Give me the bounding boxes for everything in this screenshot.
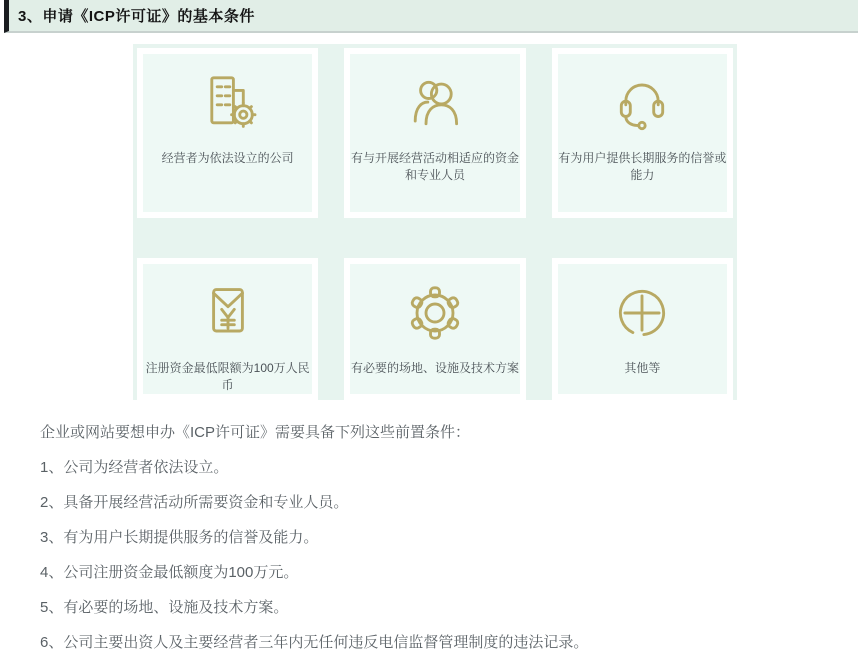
section-header-bar xyxy=(4,0,858,33)
condition-item-6: 6、公司主要出资人及主要经营者三年内无任何违反电信监督管理制度的违法记录。 xyxy=(40,634,589,651)
envelope-yen-icon xyxy=(190,276,266,350)
card-label: 经营者为依法设立的公司 xyxy=(161,151,294,165)
card-others xyxy=(552,258,733,400)
building-gear-icon xyxy=(190,66,266,140)
card-label: 其他等 xyxy=(624,361,661,375)
conditions-text-block xyxy=(0,422,858,654)
condition-item-2: 2、具备开展经营活动所需要资金和专业人员。 xyxy=(40,494,349,511)
conditions-card-grid xyxy=(133,44,737,400)
condition-item-3: 3、有为用户长期提供服务的信誉及能力。 xyxy=(40,529,319,546)
gear-icon xyxy=(397,276,473,350)
card-registered-capital xyxy=(137,258,318,400)
headset-icon xyxy=(604,66,680,140)
section-title: 3、申请《ICP许可证》的基本条件 xyxy=(18,8,255,25)
people-icon xyxy=(397,66,473,140)
card-facilities xyxy=(344,258,525,400)
card-label: 有为用户提供长期服务的信誉或能力 xyxy=(558,151,727,182)
condition-item-5: 5、有必要的场地、设施及技术方案。 xyxy=(40,599,289,616)
card-service-reputation xyxy=(552,48,733,218)
card-label: 注册资金最低限额为100万人民币 xyxy=(145,361,310,392)
card-label: 有必要的场地、设施及技术方案 xyxy=(350,361,519,375)
card-funds-staff xyxy=(344,48,525,218)
condition-item-1: 1、公司为经营者依法设立。 xyxy=(40,459,229,476)
intro-line: 企业或网站要想申办《ICP许可证》需要具备下列这些前置条件： xyxy=(40,424,471,441)
condition-item-4: 4、公司注册资金最低额度为100万元。 xyxy=(40,564,299,581)
card-label: 有与开展经营活动相适应的资金和专业人员 xyxy=(350,151,519,182)
plus-circle-icon xyxy=(604,276,680,350)
card-company xyxy=(137,48,318,218)
